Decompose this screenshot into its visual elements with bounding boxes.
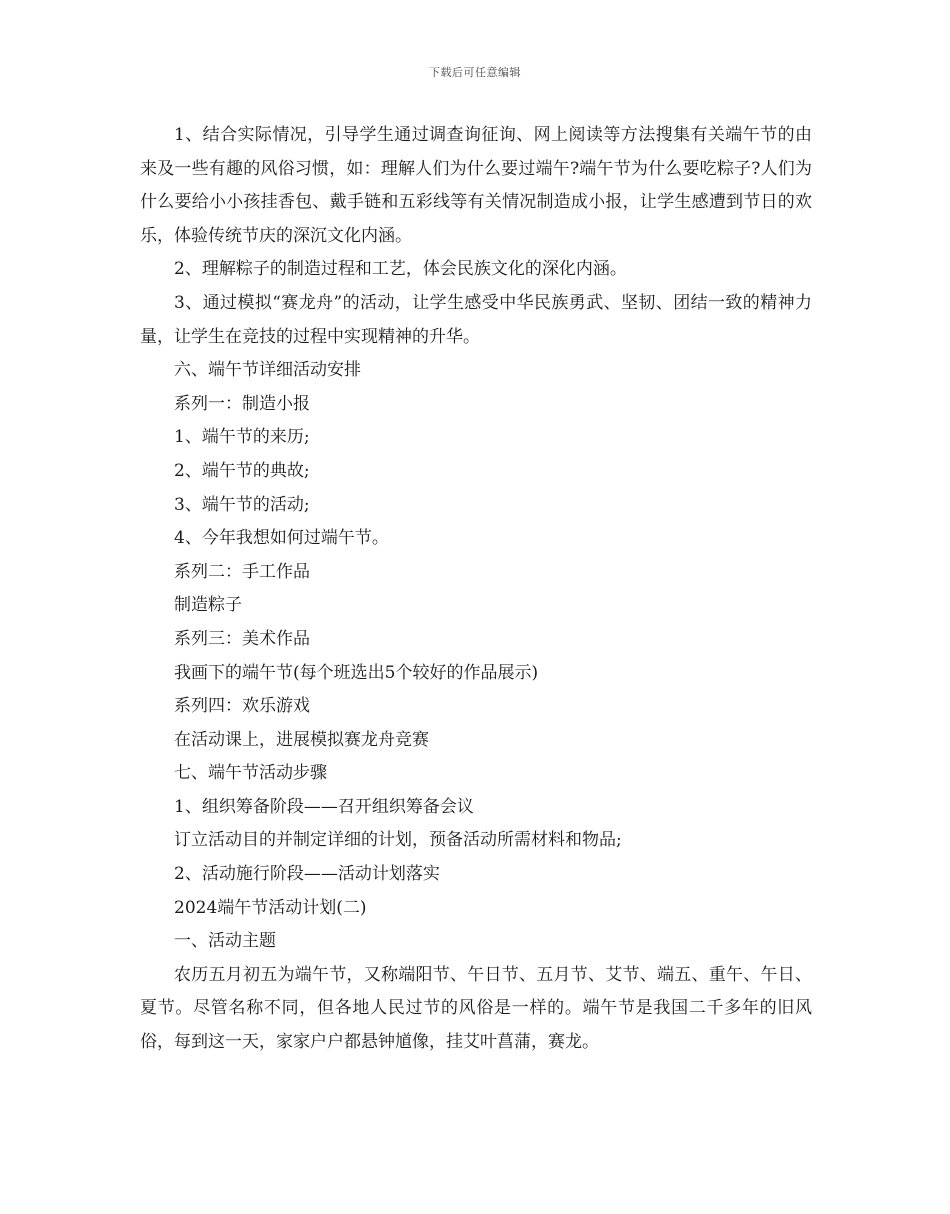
series-heading: 系列二：手工作品 [174, 561, 310, 582]
section-heading: 一、活动主题 [174, 931, 276, 952]
paragraph: 2、理解粽子的制造过程和工艺，体会民族文化的深化内涵。 [174, 259, 627, 280]
list-item: 1、组织筹备阶段——召开组织筹备会议 [174, 796, 474, 817]
paragraph: 农历五月初五为端午节，又称端阳节、午日节、五月节、艾节、端五、重午、午日、夏节。尽管名称不同，但各地人民过节的风俗是一样的。端午节是我国二千多年的旧风俗，每到这一天，家家户户都悬钟馗像，挂艾叶菖蒲，赛龙。 [140, 964, 812, 1053]
paragraph: 我画下的端午节(每个班选出5个较好的作品展示) [174, 662, 539, 683]
section-heading: 七、端午节活动步骤 [174, 763, 327, 784]
document-body [140, 119, 812, 1060]
list-item: 4、今年我想如何过端午节。 [174, 528, 389, 549]
series-heading: 系列四：欢乐游戏 [174, 696, 310, 717]
document-title: 2024端午节活动计划(二) [174, 897, 367, 918]
list-item: 3、端午节的活动; [174, 494, 310, 515]
paragraph: 订立活动目的并制定详细的计划，预备活动所需材料和物品; [174, 830, 622, 851]
list-item: 2、活动施行阶段——活动计划落实 [174, 864, 440, 885]
paragraph: 在活动课上，进展模拟赛龙舟竞赛 [174, 729, 429, 750]
list-item: 1、端午节的来历; [174, 427, 310, 448]
paragraph: 3、通过模拟“赛龙舟”的活动，让学生感受中华民族勇武、坚韧、团结一致的精神力量，让学生在竞技的过程中实现精神的升华。 [140, 292, 812, 347]
list-item: 2、端午节的典故; [174, 460, 310, 481]
series-heading: 系列一：制造小报 [174, 393, 310, 414]
paragraph: 1、结合实际情况，引导学生通过调查询征询、网上阅读等方法搜集有关端午节的由来及一些有趣的风俗习惯，如：理解人们为什么要过端午?端午节为什么要吃粽子?人们为什么要给小小孩挂香包、戴手链和五彩线等有关情况制造成小报，让学生感遭到节日的欢乐，体验传统节庆的深沉文化内涵。 [140, 125, 812, 246]
section-heading: 六、端午节详细活动安排 [174, 360, 361, 381]
paragraph: 制造粽子 [174, 595, 242, 616]
page-header: 下载后可任意编辑 [429, 66, 521, 79]
series-heading: 系列三：美术作品 [174, 628, 310, 649]
